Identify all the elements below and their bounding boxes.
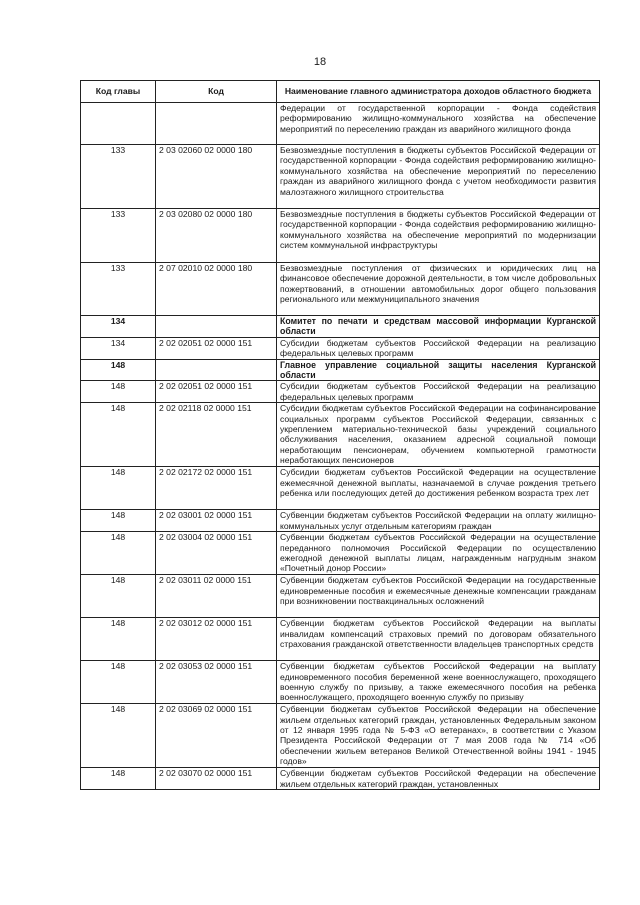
revenue-name-cell: Субсидии бюджетам субъектов Российской Федерации на софинансирование социальных программ субъектов Российской Федерации, связанных с укреплением материально-технической базы учреждений социального обслуживания населения, оказанием адресной социальной помощи неработающим пенсионерам, обучением компьютерной грамотности неработающих пенсионеров [277, 403, 600, 467]
revenue-code-cell: 2 02 03012 02 0000 151 [156, 618, 277, 661]
administrator-row [81, 316, 600, 338]
revenue-code-cell: 2 03 02060 02 0000 180 [156, 145, 277, 209]
table-row [81, 145, 600, 209]
chapter-code-cell: 133 [81, 263, 156, 316]
revenue-code-cell: 2 02 03053 02 0000 151 [156, 661, 277, 704]
table-row [81, 768, 600, 790]
revenue-code-cell: 2 02 02118 02 0000 151 [156, 403, 277, 467]
revenue-code-cell: 2 07 02010 02 0000 180 [156, 263, 277, 316]
table-row [81, 337, 600, 359]
chapter-code-cell: 134 [81, 337, 156, 359]
chapter-code-cell: 148 [81, 618, 156, 661]
table-row [81, 467, 600, 510]
revenue-name-cell: Субвенции бюджетам субъектов Российской Федерации на выплаты инвалидам компенсаций страховых премий по договорам обязательного страхования гражданской ответственности владельцев транспортных средств [277, 618, 600, 661]
revenue-administrators-table [80, 80, 600, 790]
revenue-name-cell: Субвенции бюджетам субъектов Российской Федерации на выплату единовременного пособия беременной жене военнослужащего, проходящего военную службу по призыву, а также ежемесячного пособия на ребенка военнослужащего, проходящего военную службу по призыву [277, 661, 600, 704]
revenue-code-cell [156, 103, 277, 145]
revenue-name-cell: Субвенции бюджетам субъектов Российской Федерации на осуществление переданного полномочия Российской Федерации по осуществлению ежегодной денежной выплаты лицам, награжденным нагрудным знаком «Почетный донор России» [277, 532, 600, 575]
revenue-name-cell: Комитет по печати и средствам массовой информации Курганской области [277, 316, 600, 338]
revenue-code-cell [156, 359, 277, 381]
table-row [81, 532, 600, 575]
chapter-code-cell: 133 [81, 209, 156, 263]
revenue-code-cell: 2 02 02051 02 0000 151 [156, 337, 277, 359]
table-row [81, 704, 600, 768]
revenue-name-cell: Субсидии бюджетам субъектов Российской Федерации на осуществление ежемесячной денежной выплаты, назначаемой в случае рождения третьего ребенка или последующих детей до достижения ребенком возраста трех лет [277, 467, 600, 510]
chapter-code-cell: 148 [81, 704, 156, 768]
revenue-code-cell: 2 03 02080 02 0000 180 [156, 209, 277, 263]
chapter-code-cell: 148 [81, 403, 156, 467]
revenue-code-cell: 2 02 02051 02 0000 151 [156, 381, 277, 403]
revenue-name-cell: Безвозмездные поступления от физических и юридических лиц на финансовое обеспечение дорожной деятельности, в том числе добровольных пожертвований, в отношении автомобильных дорог общего пользования регионального или межмуниципального значения [277, 263, 600, 316]
revenue-name-cell: Субвенции бюджетам субъектов Российской Федерации на обеспечение жильем отдельных категорий граждан, установленных Федеральным законом от 12 января 1995 года № 5-ФЗ «О ветеранах», в соответствии с Указом Президента Российской Федерации от 7 мая 2008 года № 714 «Об обеспечении жильем ветеранов Великой Отечественной войны 1941 - 1945 годов» [277, 704, 600, 768]
revenue-name-cell: Субсидии бюджетам субъектов Российской Федерации на реализацию федеральных целевых программ [277, 337, 600, 359]
revenue-name-cell: Субсидии бюджетам субъектов Российской Федерации на реализацию федеральных целевых программ [277, 381, 600, 403]
chapter-code-cell: 148 [81, 532, 156, 575]
table-row [81, 510, 600, 532]
revenue-name-cell: Главное управление социальной защиты населения Курганской области [277, 359, 600, 381]
revenue-name-cell: Безвозмездные поступления в бюджеты субъектов Российской Федерации от государственной корпорации - Фонда содействия реформированию жилищно-коммунального хозяйства на обеспечение мероприятий по переселению граждан из аварийного жилищного фонда с учетом необходимости развития малоэтажного жилищного строительства [277, 145, 600, 209]
revenue-name-cell: Субвенции бюджетам субъектов Российской Федерации на обеспечение жильем отдельных категорий граждан, установленных [277, 768, 600, 790]
revenue-name-cell: Субвенции бюджетам субъектов Российской Федерации на государственные единовременные пособия и ежемесячные денежные компенсации гражданам при возникновении поствакцинальных осложнений [277, 575, 600, 618]
table-row [81, 661, 600, 704]
table-row [81, 263, 600, 316]
chapter-code-cell: 148 [81, 381, 156, 403]
chapter-code-cell: 148 [81, 510, 156, 532]
revenue-code-cell: 2 02 03070 02 0000 151 [156, 768, 277, 790]
chapter-code-cell [81, 103, 156, 145]
chapter-code-cell: 148 [81, 661, 156, 704]
header-code: Код [156, 81, 277, 103]
revenue-code-cell: 2 02 03011 02 0000 151 [156, 575, 277, 618]
header-administrator-name: Наименование главного администратора доходов областного бюджета [277, 81, 600, 103]
chapter-code-cell: 133 [81, 145, 156, 209]
revenue-code-cell [156, 316, 277, 338]
revenue-name-cell: Субвенции бюджетам субъектов Российской Федерации на оплату жилищно-коммунальных услуг отдельным категориям граждан [277, 510, 600, 532]
revenue-code-cell: 2 02 03001 02 0000 151 [156, 510, 277, 532]
table-row [81, 575, 600, 618]
table-row [81, 209, 600, 263]
chapter-code-cell: 148 [81, 359, 156, 381]
revenue-name-cell: Федерации от государственной корпорации - Фонда содействия реформированию жилищно-коммунального хозяйства на обеспечение мероприятий по переселению граждан из аварийного жилищного фонда [277, 103, 600, 145]
chapter-code-cell: 148 [81, 467, 156, 510]
table-row [81, 403, 600, 467]
revenue-code-cell: 2 02 02172 02 0000 151 [156, 467, 277, 510]
table-row [81, 618, 600, 661]
chapter-code-cell: 148 [81, 768, 156, 790]
table-row [81, 103, 600, 145]
revenue-name-cell: Безвозмездные поступления в бюджеты субъектов Российской Федерации от государственной корпорации - Фонда содействия реформированию жилищно-коммунального хозяйства на обеспечение мероприятий по модернизации систем коммунальной инфраструктуры [277, 209, 600, 263]
revenue-code-cell: 2 02 03004 02 0000 151 [156, 532, 277, 575]
table-header-row [81, 81, 600, 103]
chapter-code-cell: 148 [81, 575, 156, 618]
revenue-code-cell: 2 02 03069 02 0000 151 [156, 704, 277, 768]
page-number: 18 [313, 56, 327, 68]
chapter-code-cell: 134 [81, 316, 156, 338]
header-chapter-code: Код главы [81, 81, 156, 103]
administrator-row [81, 359, 600, 381]
table-row [81, 381, 600, 403]
